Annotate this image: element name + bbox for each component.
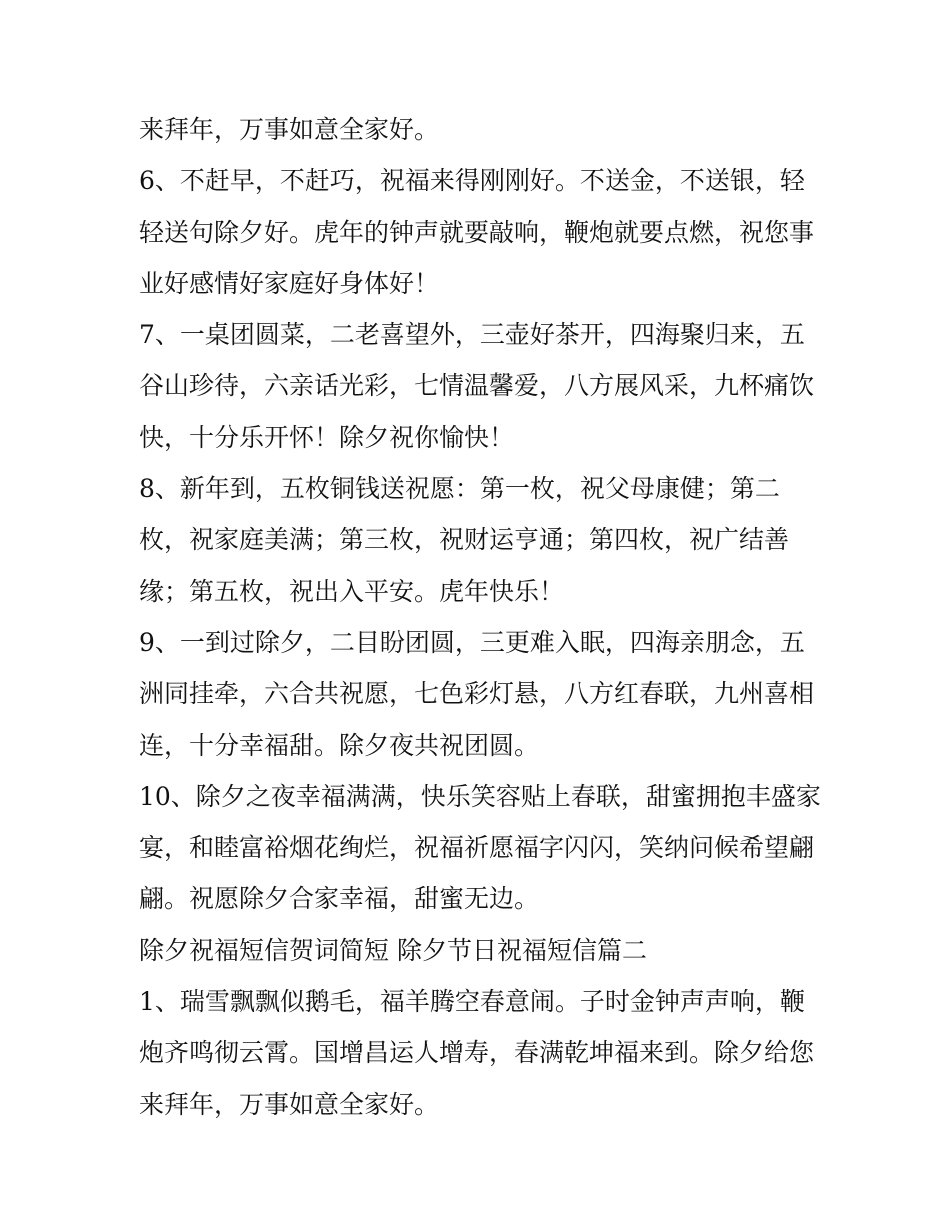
text-line: 10、除夕之夜幸福满满，快乐笑容贴上春联，甜蜜拥抱丰盛家: [139, 781, 821, 811]
text-line: 宴，和睦富裕烟花绚烂，祝福祈愿福字闪闪，笑纳问候希望翩: [139, 833, 815, 863]
text-line: 9、一到过除夕，二目盼团圆，三更难入眠，四海亲朋念，五: [139, 627, 805, 657]
text-line: 6、不赶早，不赶巧，祝福来得刚刚好。不送金，不送银，轻: [139, 166, 805, 196]
text-line: 连，十分幸福甜。除夕夜共祝团圆。: [139, 730, 540, 760]
text-line: 快，十分乐开怀！除夕祝你愉快！: [139, 422, 515, 452]
text-line: 业好感情好家庭好身体好！: [139, 268, 440, 298]
text-line: 8、新年到，五枚铜钱送祝愿：第一枚，祝父母康健；第二: [139, 474, 780, 504]
text-line: 1、瑞雪飘飘似鹅毛，福羊腾空春意闹。子时金钟声声响，鞭: [139, 987, 805, 1017]
text-line: 缘；第五枚，祝出入平安。虎年快乐！: [139, 576, 565, 606]
text-line: 7、一桌团圆菜，二老喜望外，三壶好茶开，四海聚归来，五: [139, 320, 805, 350]
section-heading: 除夕祝福短信贺词简短 除夕节日祝福短信篇二: [139, 935, 647, 965]
document-body: [139, 104, 819, 1130]
text-line: 洲同挂牵，六合共祝愿，七色彩灯悬，八方红春联，九州喜相: [139, 679, 815, 709]
text-line: 谷山珍待，六亲话光彩，七情温馨爱，八方展风采，九杯痛饮: [139, 371, 815, 401]
text-line: 轻送句除夕好。虎年的钟声就要敲响，鞭炮就要点燃，祝您事: [139, 217, 815, 247]
text-line: 枚，祝家庭美满；第三枚，祝财运亨通；第四枚，祝广结善: [139, 525, 790, 555]
text-line: 翩。祝愿除夕合家幸福，甜蜜无边。: [139, 884, 540, 914]
text-line: 来拜年，万事如意全家好。: [139, 115, 440, 144]
text-line: 来拜年，万事如意全家好。: [139, 1089, 440, 1119]
text-line: 炮齐鸣彻云霄。国增昌运人增寿，春满乾坤福来到。除夕给您: [139, 1038, 815, 1068]
